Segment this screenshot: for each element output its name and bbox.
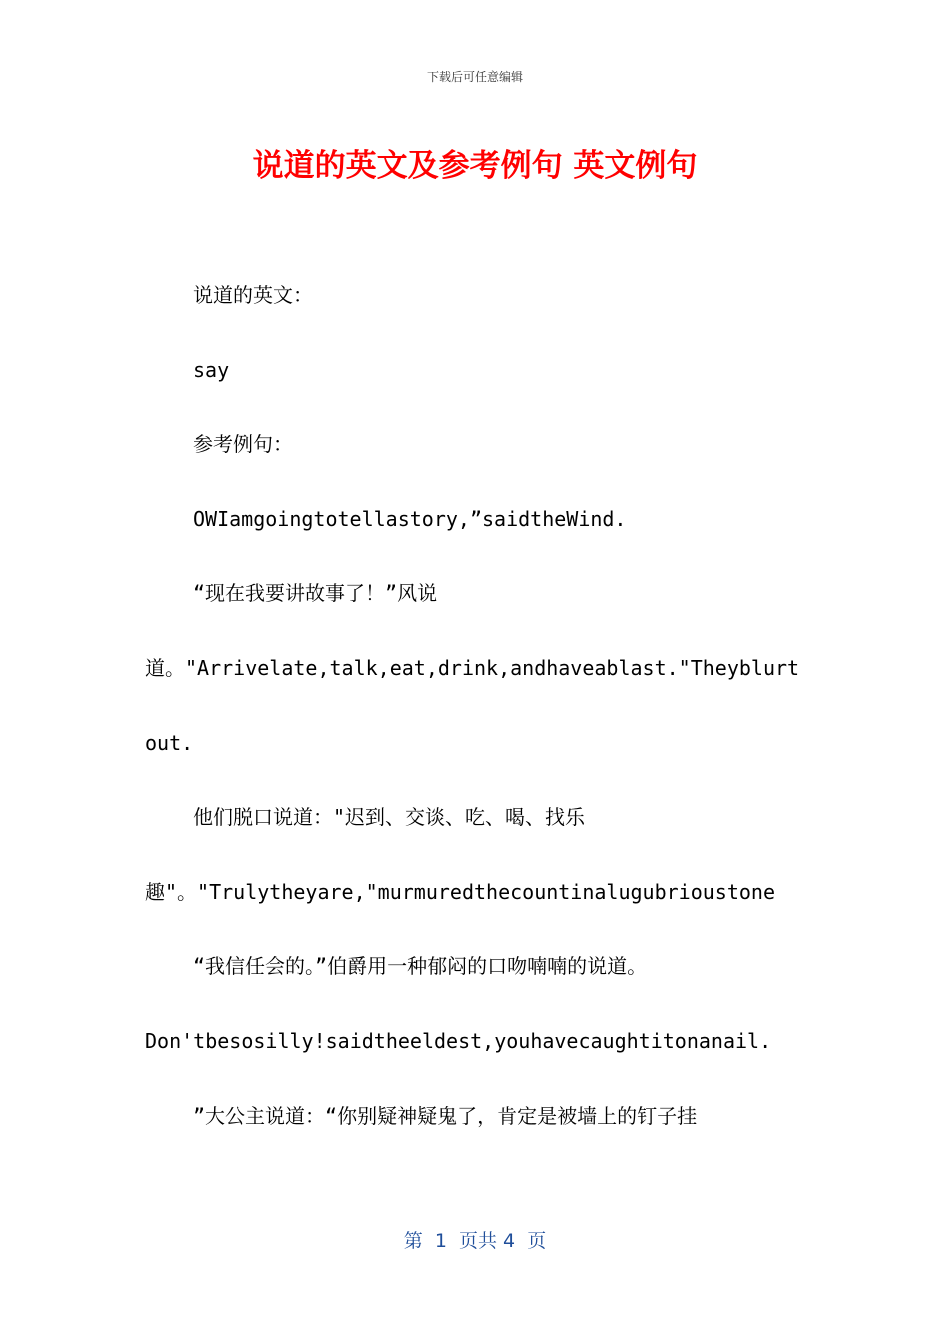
header-note: 下载后可任意编辑 [426,70,523,84]
paragraph-line: 说道的英文： [193,283,313,307]
paragraph-line: “现在我要讲故事了！”风说 [193,581,438,606]
document-body [145,270,815,1165]
paragraph-line: OWIamgoingtotellastory,”saidtheWind. [193,506,627,531]
paragraph-line: “我信任会的。”伯爵用一种郁闷的口吻喃喃的说道。 [193,954,648,979]
paragraph-line: 道。"Arrivelate,talk,eat,drink,andhaveablast."Theyblurt [145,655,800,680]
paragraph-line: 他们脱口说道："迟到、交谈、吃、喝、找乐 [193,805,586,830]
paragraph-line: 趣"。"Trulytheyare,"murmuredthecountinalugubrioustone [145,879,776,904]
paragraph-line: Don'tbesosilly!saidtheeldest,youhavecaughtitonanail. [145,1028,772,1053]
page-number-footer: 第 1 页共 4 页 [403,1230,547,1252]
document-title: 说道的英文及参考例句 英文例句 [252,148,698,184]
paragraph-line: out. [145,730,194,755]
paragraph-line: say [193,357,230,382]
paragraph-line: ”大公主说道：“你别疑神疑鬼了，肯定是被墙上的钉子挂 [193,1103,698,1128]
paragraph-line: 参考例句： [193,432,293,457]
